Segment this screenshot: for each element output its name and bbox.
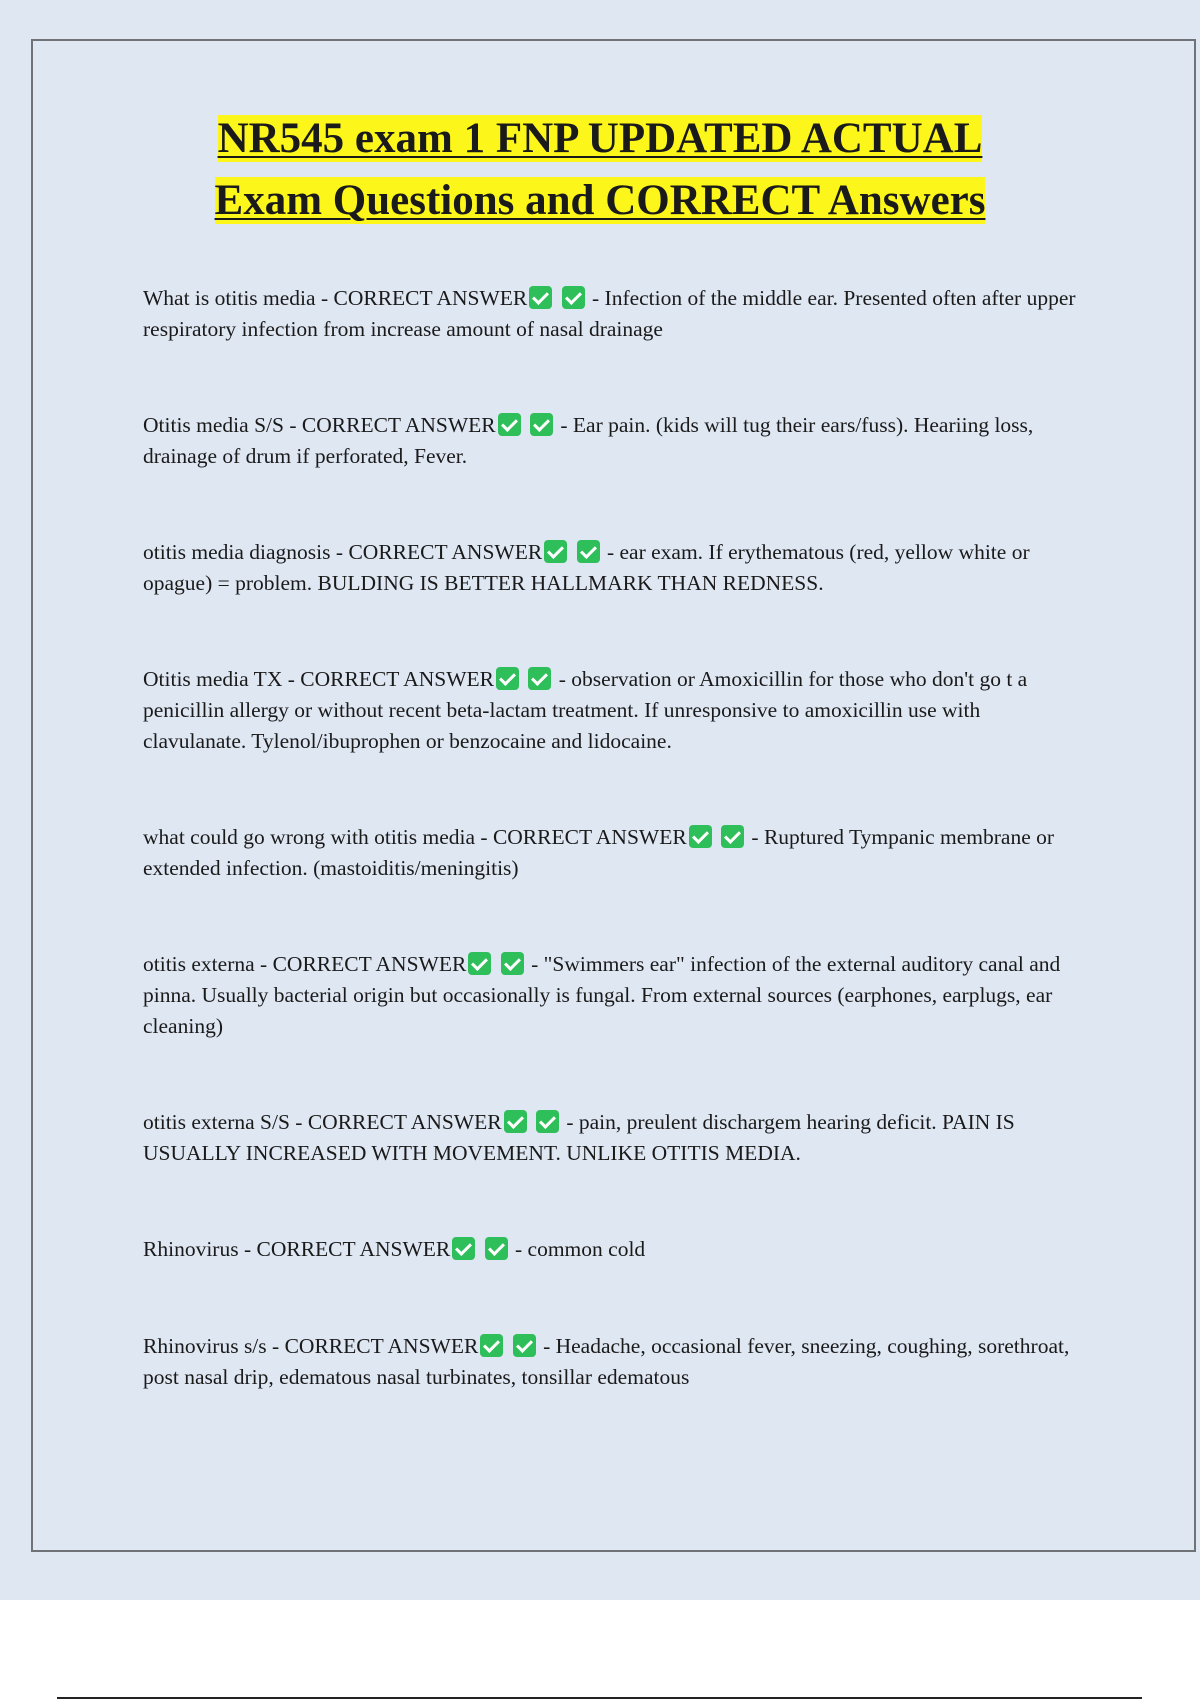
check-icon: [504, 1110, 527, 1133]
check-icon: [577, 540, 600, 563]
answer-text: Ear pain. (kids will tug their ears/fuss). Heariing loss, drainage of drum if perforated, Fever.: [143, 413, 1034, 468]
check-icon: [468, 952, 491, 975]
separator: -: [746, 825, 764, 849]
footer-rule: [57, 1697, 1142, 1699]
separator: -: [560, 1110, 579, 1134]
qa-item: [143, 283, 1088, 345]
separator: -: [282, 667, 301, 691]
answer-text: common cold: [527, 1237, 646, 1261]
answer-text: Infection of the middle ear. Presented often after upper respiratory infection from increase amount of nasal drainage: [143, 286, 1076, 341]
qa-item: [143, 664, 1088, 757]
answer-text: ear exam. If erythematous (red, yellow white or opague) = problem. BULDING IS BETTER HALLMARK THAN REDNESS.: [143, 540, 1030, 595]
answer-text: observation or Amoxicillin for those who don't go t a penicillin allergy or without recent beta-lactam treatment. If unresponsive to amoxicillin use with clavulanate. Tylenol/ibuprophen or benzocaine and lidocaine.: [143, 667, 1028, 753]
answer-text: pain, preulent dischargem hearing deficit. PAIN IS USUALLY INCREASED WITH MOVEMENT. UNLIKE OTITIS MEDIA.: [143, 1110, 1015, 1165]
separator: -: [330, 540, 349, 564]
check-icon: [501, 952, 524, 975]
separator: -: [586, 286, 605, 310]
check-icon: [480, 1334, 503, 1357]
check-icon: [544, 540, 567, 563]
separator: -: [475, 825, 493, 849]
answer-label: CORRECT ANSWER: [492, 825, 687, 849]
answer-label: CORRECT ANSWER: [301, 413, 496, 437]
question-text: Rhinovirus: [143, 1237, 239, 1261]
answer-label: CORRECT ANSWER: [307, 1110, 502, 1134]
separator: -: [254, 952, 273, 976]
question-text: What is otitis media: [143, 286, 316, 310]
question-text: what could go wrong with otitis media: [143, 825, 476, 849]
qa-item: [143, 537, 1088, 599]
page-frame: [31, 39, 1196, 1552]
question-text: otitis media diagnosis: [143, 540, 331, 564]
check-icon: [452, 1237, 475, 1260]
separator: -: [283, 413, 302, 437]
separator: -: [266, 1334, 285, 1358]
answer-label: CORRECT ANSWER: [284, 1334, 479, 1358]
question-text: Otitis media TX: [143, 667, 283, 691]
question-text: Rhinovirus s/s: [143, 1334, 267, 1358]
separator: -: [601, 540, 620, 564]
answer-text: Ruptured Tympanic membrane or extended infection. (mastoiditis/meningitis): [143, 825, 1055, 880]
separator: -: [553, 667, 572, 691]
answer-label: CORRECT ANSWER: [272, 952, 467, 976]
separator: -: [315, 286, 334, 310]
check-icon: [496, 667, 519, 690]
separator: -: [289, 1110, 308, 1134]
check-icon: [536, 1110, 559, 1133]
qa-item: [143, 1234, 1088, 1265]
check-icon: [562, 286, 585, 309]
separator: -: [555, 413, 573, 437]
check-icon: [529, 286, 552, 309]
check-icon: [689, 825, 712, 848]
answer-label: CORRECT ANSWER: [300, 667, 494, 691]
question-text: Otitis media S/S: [143, 413, 284, 437]
check-icon: [498, 413, 521, 436]
title-line-2: Exam Questions and CORRECT Answers: [214, 177, 986, 224]
separator: -: [537, 1334, 556, 1358]
document-title: [0, 108, 1200, 232]
qa-item: [143, 822, 1088, 884]
check-icon: [721, 825, 744, 848]
separator: -: [509, 1237, 528, 1261]
answer-label: CORRECT ANSWER: [333, 286, 528, 310]
check-icon: [530, 413, 553, 436]
question-text: otitis externa: [143, 952, 255, 976]
answer-text: "Swimmers ear" infection of the external auditory canal and pinna. Usually bacterial origin but occasionally is fungal. From external sources (earphones, earplugs, ear cleaning): [143, 952, 1061, 1038]
answer-label: CORRECT ANSWER: [256, 1237, 451, 1261]
separator: -: [525, 952, 544, 976]
check-icon: [485, 1237, 508, 1260]
qa-item: [143, 949, 1088, 1042]
check-icon: [528, 667, 551, 690]
qa-item: [143, 1107, 1088, 1169]
qa-item: [143, 410, 1088, 472]
question-text: otitis externa S/S: [143, 1110, 290, 1134]
check-icon: [513, 1334, 536, 1357]
separator: -: [238, 1237, 257, 1261]
answer-text: Headache, occasional fever, sneezing, coughing, sorethroat, post nasal drip, edematous nasal turbinates, tonsillar edematous: [143, 1334, 1070, 1389]
title-line-1: NR545 exam 1 FNP UPDATED ACTUAL: [217, 115, 983, 162]
qa-item: [143, 1331, 1088, 1393]
answer-label: CORRECT ANSWER: [348, 540, 543, 564]
